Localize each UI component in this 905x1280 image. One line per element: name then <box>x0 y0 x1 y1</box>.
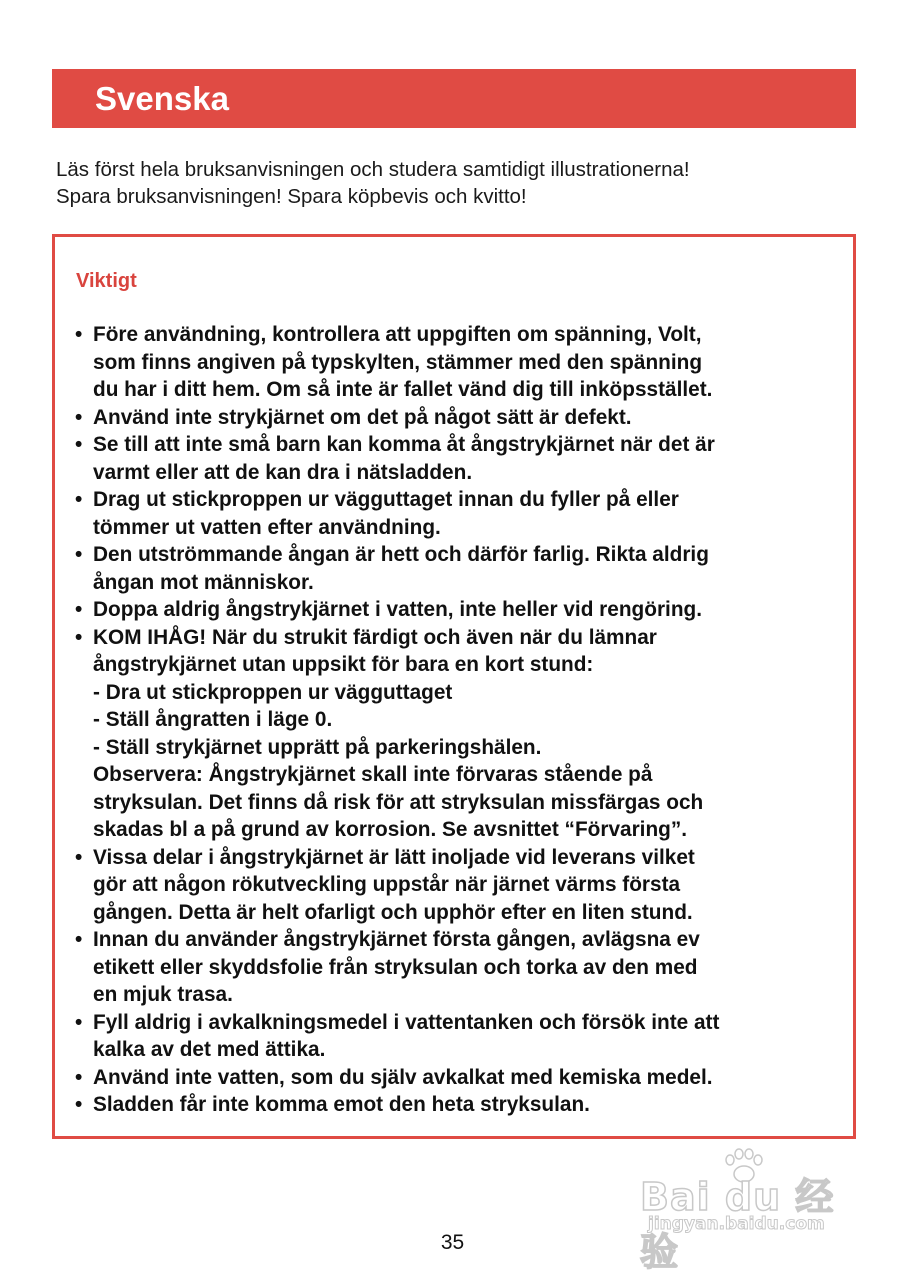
bullet-item <box>75 926 845 1009</box>
bullet-line: du har i ditt hem. Om så inte är fallet vänd dig till inköpsstället. <box>93 378 713 401</box>
bullet-line: - Ställ strykjärnet upprätt på parkeringshälen. <box>93 735 542 759</box>
bullet-dot-icon: • <box>75 543 83 566</box>
important-bullet-list <box>75 321 845 1119</box>
bullet-item <box>75 624 845 844</box>
bullet-line: kalka av det med ättika. <box>93 1038 326 1061</box>
important-box <box>52 234 856 1139</box>
bullet-dot-icon: • <box>75 488 83 511</box>
bullet-line: ångan mot människor. <box>93 570 314 594</box>
bullet-item <box>75 404 845 432</box>
bullet-line: Drag ut stickproppen ur vägguttaget innan du fyller på eller <box>93 488 679 511</box>
bullet-line: som finns angiven på typskylten, stämmer med den spänning <box>93 350 703 374</box>
bullet-line: Innan du använder ångstrykjärnet första gången, avlägsna ev <box>93 928 700 951</box>
bullet-dot-icon: • <box>75 1010 83 1034</box>
intro-text <box>56 156 856 210</box>
bullet-line: gör att någon rökutveckling uppstår när järnet värms första <box>93 873 681 896</box>
bullet-item <box>75 1009 845 1064</box>
bullet-item <box>75 431 845 486</box>
bullet-dot-icon: • <box>75 405 83 429</box>
bullet-line: KOM IHÅG! När du strukit färdigt och även när du lämnar <box>93 625 657 649</box>
bullet-line: Den utströmmande ångan är hett och därför farlig. Rikta aldrig <box>93 543 709 566</box>
intro-line: Läs först hela bruksanvisningen och studera samtidigt illustrationerna! <box>56 158 690 181</box>
bullet-line: - Ställ ångratten i läge 0. <box>93 708 333 731</box>
bullet-dot-icon: • <box>75 845 83 869</box>
bullet-item <box>75 486 845 541</box>
bullet-line: en mjuk trasa. <box>93 983 233 1006</box>
bullet-dot-icon: • <box>75 625 83 649</box>
bullet-line: skadas bl a på grund av korrosion. Se avsnittet “Förvaring”. <box>93 818 688 841</box>
bullet-line: Använd inte strykjärnet om det på något sätt är defekt. <box>93 405 632 429</box>
section-header-bar <box>52 69 856 128</box>
bullet-line: gången. Detta är helt ofarligt och upphör efter en liten stund. <box>93 900 693 924</box>
bullet-item <box>75 321 845 404</box>
bullet-line: Doppa aldrig ångstrykjärnet i vatten, inte heller vid rengöring. <box>93 598 703 621</box>
bullet-line: Sladden får inte komma emot den heta stryksulan. <box>93 1093 590 1116</box>
bullet-line: - Dra ut stickproppen ur vägguttaget <box>93 680 453 704</box>
bullet-dot-icon: • <box>75 598 83 621</box>
bullet-item <box>75 1064 845 1092</box>
bullet-line: etikett eller skyddsfolie från stryksulan och torka av den med <box>93 955 698 979</box>
watermark-url: jingyan.baidu.com <box>648 1214 825 1234</box>
bullet-item <box>75 596 845 624</box>
baidu-watermark <box>640 1148 855 1274</box>
bullet-dot-icon: • <box>75 1093 83 1116</box>
bullet-dot-icon: • <box>75 928 83 951</box>
bullet-line: varmt eller att de kan dra i nätsladden. <box>93 460 473 484</box>
bullet-line: tömmer ut vatten efter användning. <box>93 515 441 539</box>
bullet-line: Använd inte vatten, som du själv avkalkat med kemiska medel. <box>93 1065 713 1089</box>
bullet-line: ångstrykjärnet utan uppsikt för bara en kort stund: <box>93 653 594 676</box>
bullet-item <box>75 844 845 927</box>
section-title: Svenska <box>95 80 229 117</box>
intro-line: Spara bruksanvisningen! Spara köpbevis och kvitto! <box>56 185 527 208</box>
bullet-item <box>75 541 845 596</box>
bullet-line: Fyll aldrig i avkalkningsmedel i vattentanken och försök inte att <box>93 1010 720 1034</box>
bullet-dot-icon: • <box>75 1065 83 1089</box>
bullet-line: Observera: Ångstrykjärnet skall inte förvaras stående på <box>93 763 653 786</box>
watermark-logo-text: Bai du 经验 <box>640 1175 835 1274</box>
bullet-line: stryksulan. Det finns då risk för att stryksulan missfärgas och <box>93 790 704 814</box>
bullet-line: Vissa delar i ångstrykjärnet är lätt inoljade vid leverans vilket <box>93 845 695 869</box>
bullet-dot-icon: • <box>75 323 83 346</box>
important-heading: Viktigt <box>76 270 137 292</box>
page-number: 35 <box>440 1231 465 1254</box>
bullet-line: Se till att inte små barn kan komma åt ångstrykjärnet när det är <box>93 433 715 456</box>
bullet-item <box>75 1091 845 1119</box>
bullet-line: Före användning, kontrollera att uppgiften om spänning, Volt, <box>93 323 702 346</box>
bullet-dot-icon: • <box>75 433 83 456</box>
